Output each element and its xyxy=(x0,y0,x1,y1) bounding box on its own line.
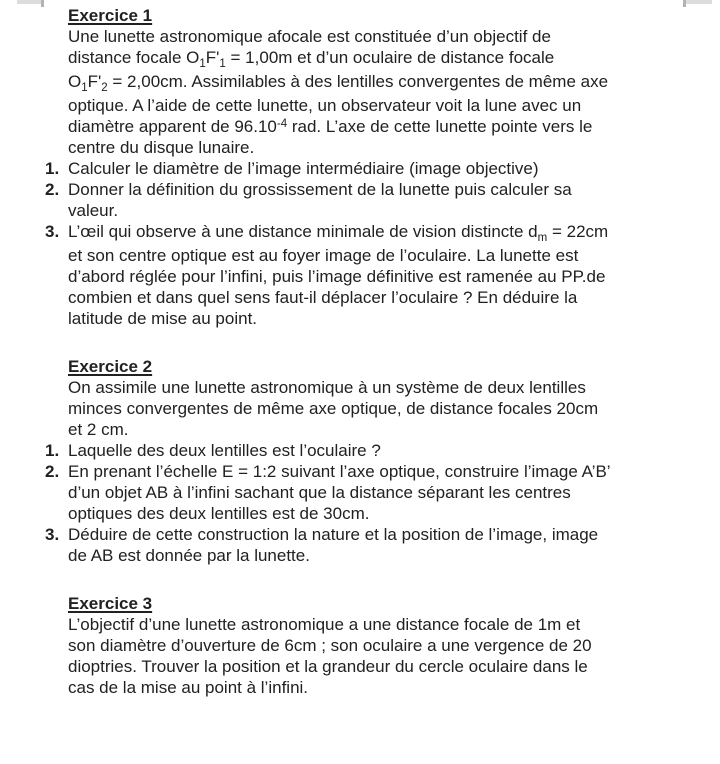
question-number: 2. xyxy=(45,462,60,481)
question-list xyxy=(45,440,712,566)
question-text: Calculer le diamètre de l’image intermédiaire (image objective) xyxy=(68,159,539,178)
question-item xyxy=(45,221,712,329)
exercise-title-text: Exercice 1 xyxy=(68,6,153,25)
superscript: -4 xyxy=(276,118,288,130)
question-text: Déduire de cette construction la nature et la position de l’image, image de AB est donnée par la lunette. xyxy=(68,525,599,565)
fragment-bar xyxy=(686,0,712,4)
exercise-intro: On assimile une lunette astronomique à un système de deux lentilles minces convergentes de même axe optique, de distance focales 20cm et 2 cm. xyxy=(68,378,599,439)
question-item xyxy=(45,179,712,221)
question-text: En prenant l’échelle E = 1:2 suivant l’axe optique, construire l’image A’B’ d’un objet AB à l’infini sachant que la distance séparant les centres optiques des deux lentilles est de 30cm. xyxy=(68,462,611,523)
exercise-1 xyxy=(45,5,712,329)
question-item xyxy=(45,158,712,179)
exercise-title xyxy=(68,593,712,614)
question-text: Donner la définition du grossissement de la lunette puis calculer sa valeur. xyxy=(68,180,572,220)
exercise-title-text: Exercice 3 xyxy=(68,594,153,613)
exercise-title xyxy=(68,5,712,26)
subscript: m xyxy=(537,232,548,244)
cutoff-ui-fragment-left xyxy=(17,0,44,7)
fragment-bar xyxy=(17,0,41,4)
question-text: L’œil qui observe à une distance minimale de vision distincte $d_m = 22cm$ et son centre optique est au foyer image de l’oculaire. La lunette est d’abord réglée pour l’infini, puis l’image définitive est ramenée au PP.de combien et dans quel sens faut-il déplacer l’oculaire ? En déduire la latitude de mise au point. xyxy=(68,222,609,328)
question-item xyxy=(45,440,712,461)
subscript: 2 xyxy=(101,82,108,94)
question-text: Laquelle des deux lentilles est l’oculaire ? xyxy=(68,441,381,460)
question-item xyxy=(45,524,712,566)
subscript: 1 xyxy=(81,82,88,94)
question-item xyxy=(45,461,712,524)
subscript: 1 xyxy=(199,58,206,70)
question-number: 3. xyxy=(45,525,60,544)
fragment-edge xyxy=(41,0,44,7)
subscript: 1 xyxy=(219,58,226,70)
question-list xyxy=(45,158,712,329)
exercise-title xyxy=(68,356,712,377)
question-number: 2. xyxy=(45,180,60,199)
exercise-3 xyxy=(45,593,712,698)
exercise-title-text: Exercice 2 xyxy=(68,357,153,376)
exercise-sheet xyxy=(45,5,712,698)
question-number: 3. xyxy=(45,222,60,241)
exercise-intro: Une lunette astronomique afocale est constituée d’un objectif de distance focale $O_1F'_1 = 1,00m$ et d’un oculaire de distance focale $O_1F'_2 = 2,00cm$. Assimilables à des lentilles convergentes de même axe optique. A l’aide de cette lunette, un observateur voit la lune avec un diamètre apparent de $96.10^{-4}$ rad. L’axe de cette lunette pointe vers le centre du disque lunaire. xyxy=(68,27,609,157)
exercise-2 xyxy=(45,356,712,566)
question-number: 1. xyxy=(45,441,60,460)
question-number: 1. xyxy=(45,159,60,178)
exercise-intro: L’objectif d’une lunette astronomique a une distance focale de 1m et son diamètre d’ouverture de 6cm ; son oculaire a une vergence de 20 dioptries. Trouver la position et la grandeur du cercle oculaire dans le cas de la mise au point à l’infini. xyxy=(68,615,592,697)
